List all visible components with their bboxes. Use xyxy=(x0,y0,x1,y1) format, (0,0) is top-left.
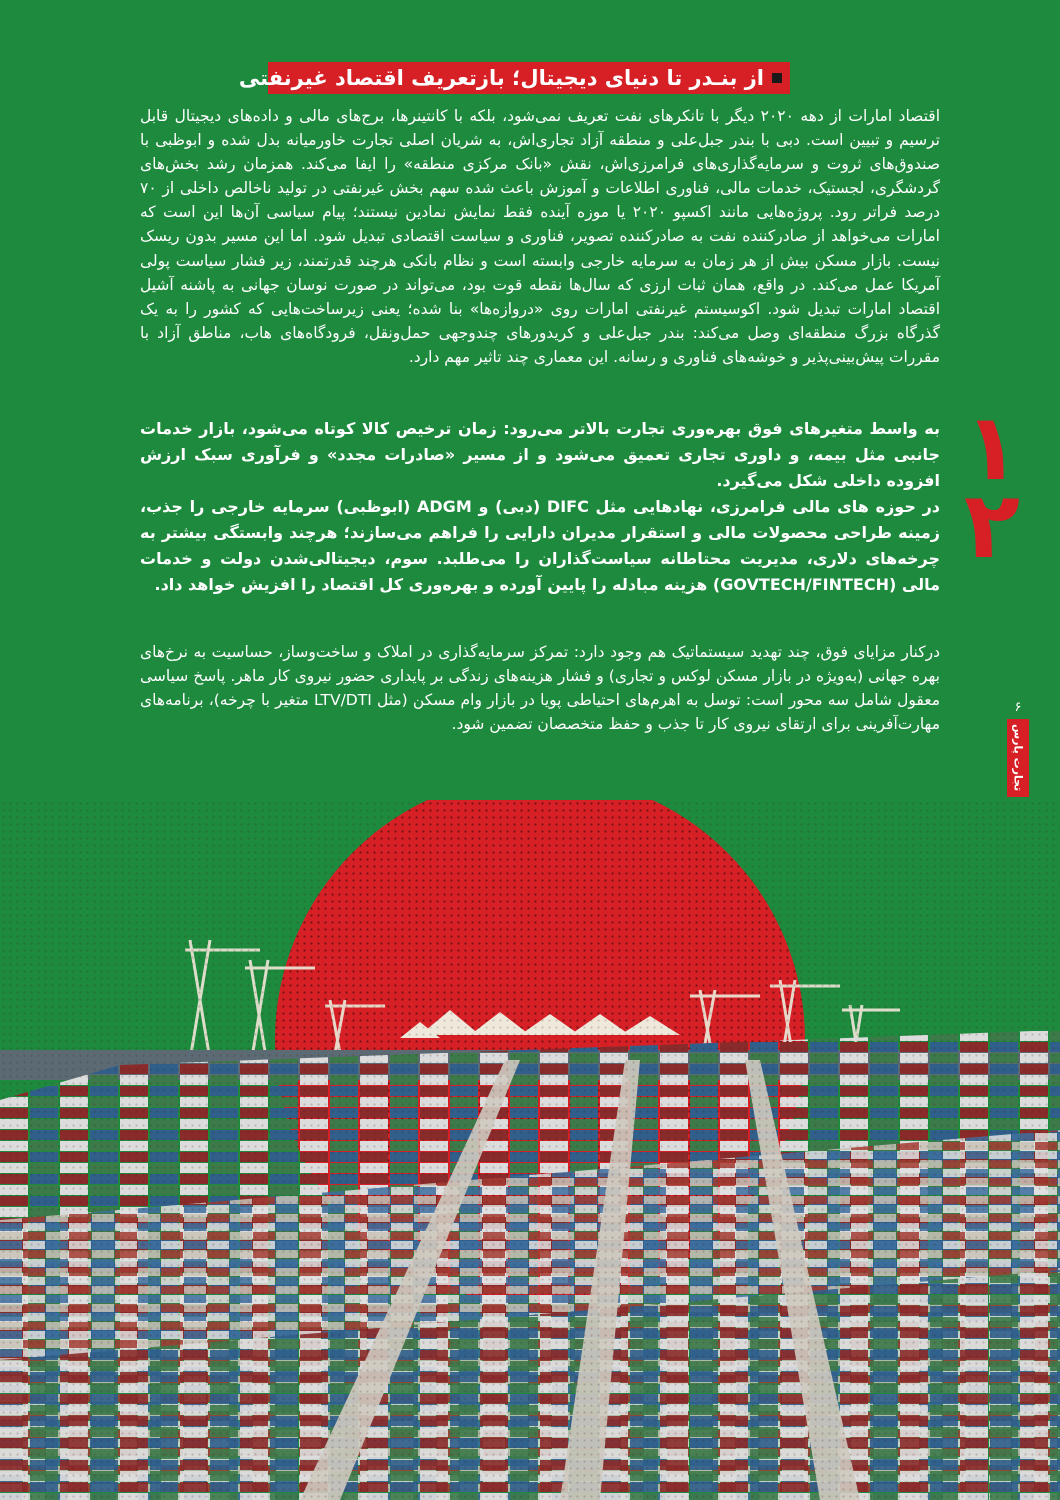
intro-paragraph: اقتصاد امارات از دهه ۲۰۲۰ دیگر با تانکرهای نفت تعریف نمی‌شود، بلکه با کانتینرها، برج‌های مالی و داده‌های دیجیتال قابل ترسیم و تبیین است. دبی با بندر جبل‌علی و منطقه آزاد تجاری‌اش، به شریان اصلی تجارت خاورمیانه بدل شده و ابوظبی با صندوق‌های ثروت و سرمایه‌گذاری‌های فرامرزی‌اش، نقش «بانک مرکزی منطقه» را ایفا می‌کند. همزمان رشد بخش‌های گردشگری، لجستیک، خدمات مالی، فناوری اطلاعات و آموزش باعث شده سهم بخش غیرنفتی در تولید ناخالص داخلی از ۷۰ درصد فراتر رود. پروژه‌هایی مانند اکسپو ۲۰۲۰ یا موزه آینده فقط نمایش نمادین نیستند؛ پیام سیاسی آن‌ها این است که امارات می‌خواهد از صادرکننده نفت به صادرکننده تصویر، فناوری و سیاست اقتصادی تبدیل شود. اما این مسیر بدون ریسک نیست. بازار مسکن بیش از هر زمان به سرمایه خارجی وابسته است و نظام بانکی هرچند قدرتمند، زیر فشار سیاست پولی آمریکا عمل می‌کند. در واقع، همان ثبات ارزی که سال‌ها نقطه قوت بود، می‌تواند در صورت نوسان جهانی به پاشنه آشیل اقتصاد امارات تبدیل شود. اکوسیستم غیرنفتی امارات روی «دروازه‌ها» بنا شده؛ یعنی زیرساخت‌هایی که کشور را به یک گذرگاه بزرگ منطقه‌ای وصل می‌کند: بندر جبل‌علی و کریدورهای چندوجهی حمل‌ونقل، فرودگاه‌های هاب، مناطق آزاد با مقررات پیش‌بینی‌پذیر و خوشه‌های فناوری و رسانه. این معماری چند تاثیر مهم دارد. xyxy=(140,107,941,366)
point-1-number: ۱ xyxy=(963,394,1020,501)
page-side-marker xyxy=(1004,700,1032,797)
article-title-bar xyxy=(238,62,790,94)
magazine-name: تجارت پارس xyxy=(1011,724,1025,792)
magazine-tab xyxy=(1007,719,1029,797)
point-2-number: ۲ xyxy=(963,472,1020,579)
point-2-text: در حوزه های مالی فرامرزی، نهادهایی مثل DIFC (دبی) و ADGM (ابوظبی) سرمایه خارجی را جذب، زمینه طراحی محصولات مالی و استقرار مدیران دارایی را فراهم می‌سازند؛ هرچند وابستگی بیشتر به چرخه‌های دلاری، مدیریت محتاطانه سیاست‌گذاران را می‌طلبد. سوم، دیجیتالی‌شدن دولت و خدمات مالی (GOVTECH/FINTECH) هزینه مبادله را پایین آورده و بهره‌وری کل اقتصاد را افزیش خواهد داد. xyxy=(140,497,941,594)
closing-paragraph: درکنار مزایای فوق، چند تهدید سیستماتیک هم وجود دارد: تمرکز سرمایه‌گذاری در املاک و ساخت‌وساز، حساسیت به نرخ‌های بهره جهانی (به‌ویژه در بازار مسکن لوکس و تجاری) و فشار هزینه‌های زندگی بر پایداری حضور نیروی کار ماهر. پاسخ سیاسی معقول شامل سه محور است: توسل به اهرم‌های احتیاطی پویا در بازار وام مسکن (مثل LTV/DTI متغیر با چرخه)، برنامه‌های مهارت‌آفرینی برای ارتقای نیروی کار تا جذب و حفظ متخصصان تضمین شود. xyxy=(140,643,940,734)
page-number: ۶ xyxy=(1014,700,1022,715)
article-title: از بنـدر تا دنیای دیجیتال؛ بازتعریف اقتصاد غیرنفتی xyxy=(238,66,764,90)
port-illustration xyxy=(0,800,1060,1500)
numbered-point-1 xyxy=(140,416,940,494)
point-1-text: به واسط متغیرهای فوق بهره‌وری تجارت بالاتر می‌رود: زمان ترخیص کالا کوتاه می‌شود، بازار خدمات جانبی مثل بیمه، و داوری تجاری تعمیق می‌شود و از مسیر «صادرات مجدد» و فرآوری سبک ارزش افزوده داخلی شکل می‌گیرد. xyxy=(140,419,940,490)
numbered-point-2 xyxy=(140,494,940,598)
title-bullet-icon xyxy=(772,73,782,83)
